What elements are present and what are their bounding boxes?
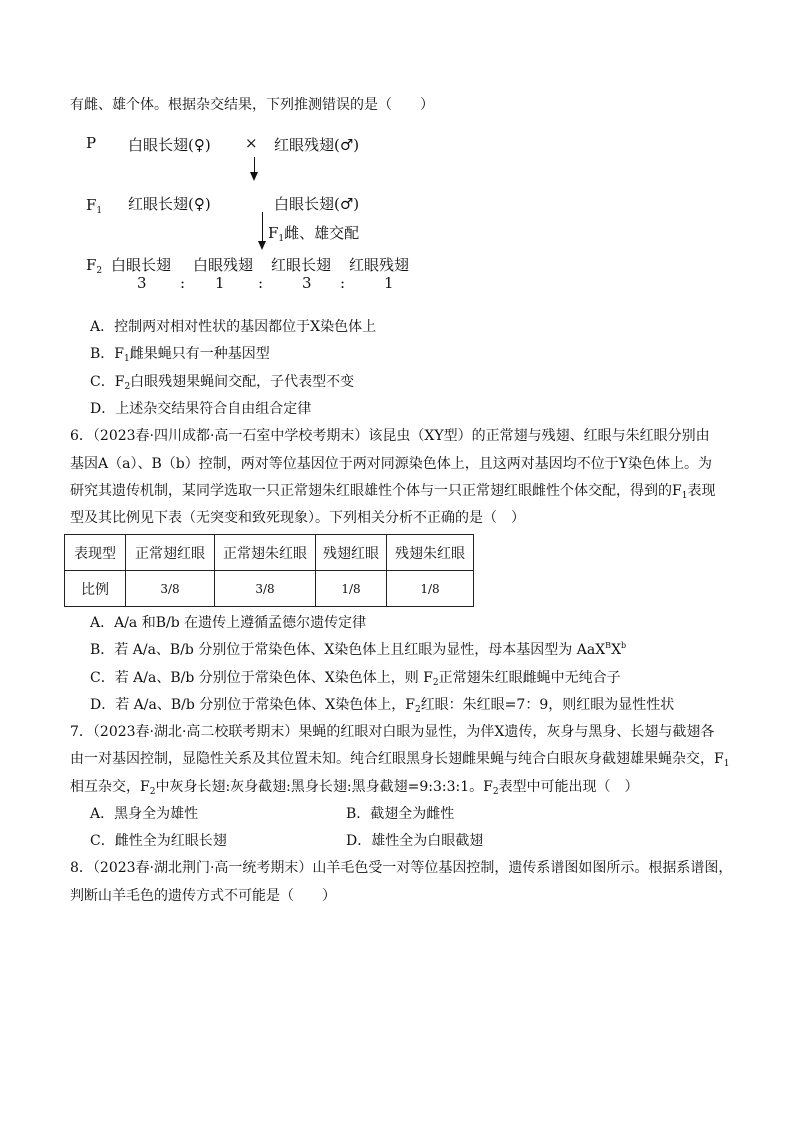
q6-option-b: B．若 A/a、B/b 分别位于常染色体、X染色体上且红眼为显性，母本基因型为 $AaX^BX^b$ — [90, 641, 627, 658]
q6-stem-line: 6．（2023春·四川成都·高一石室中学校考期末）该昆虫（XY型）的正常翅与残翅、红眼与朱红眼分别由 — [70, 428, 710, 444]
p-female-phenotype: 白眼长翅(♀) — [128, 136, 211, 154]
table-cell: 3/8 — [215, 571, 316, 607]
q5-option-c: C．$F_2$白眼残翅果蝇间交配，子代表型不变 — [90, 374, 355, 392]
phenotype-ratio-table — [64, 534, 474, 607]
table-cell: 1/8 — [316, 571, 387, 607]
arrow-f1-to-f2-head — [258, 241, 266, 250]
ratio-value: 3 — [302, 274, 312, 292]
f2-phenotype: 红眼残翅 — [349, 256, 410, 274]
ratio-value: 1 — [384, 274, 394, 292]
q7-stem-line: 相互杂交，$F_2$中灰身长翅:灰身截翅:黑身长翅:黑身截翅=9:3:3:1。$F_2$表型中可能出现（ ） — [70, 779, 639, 797]
table-cell: 1/8 — [387, 571, 474, 607]
q6-option-a: A．A/a 和B/b 在遗传上遵循孟德尔遗传定律 — [90, 615, 367, 631]
q6-stem-line: 型及其比例见下表（无突变和致死现象）。下列相关分析不正确的是（ ） — [70, 510, 525, 526]
q7-option-d: D．雄性全为白眼截翅 — [346, 833, 484, 849]
f1-male-phenotype: 白眼长翅(♂) — [274, 195, 360, 213]
q6-option-c: C．若 A/a、B/b 分别位于常染色体、X染色体上，则 $F_2$正常翅朱红眼雌蝇中无纯合子 — [90, 670, 621, 688]
table-header-cell: 残翅朱红眼 — [387, 535, 474, 571]
p-male-phenotype: 红眼残翅(♂) — [274, 136, 360, 154]
table-header-cell: 表现型 — [65, 535, 126, 571]
ratio-separator: : — [180, 274, 186, 292]
table-row — [65, 571, 474, 607]
f1-generation-label: $F_1$ — [86, 196, 103, 216]
cross-sign: × — [245, 134, 258, 152]
f2-generation-label: $F_2$ — [86, 256, 103, 276]
arrow-f1-to-f2 — [262, 212, 263, 242]
q8-stem-line: 8．（2023春·湖北荆门·高一统考期末）山羊毛色受一对等位基因控制，遗传系谱图如图所示。根据系谱图， — [70, 860, 733, 876]
q7-option-b: B．截翅全为雌性 — [346, 806, 455, 822]
table-cell: 3/8 — [126, 571, 215, 607]
f1-female-phenotype: 红眼长翅(♀) — [128, 195, 211, 213]
f2-phenotype: 白眼长翅 — [111, 256, 172, 274]
q5-option-d: D．上述杂交结果符合自由组合定律 — [90, 401, 312, 417]
q5-option-a: A．控制两对相对性状的基因都位于X染色体上 — [90, 319, 377, 335]
q5-option-b: B．$F_1$雌果蝇只有一种基因型 — [90, 346, 270, 364]
f2-phenotype: 红眼长翅 — [271, 256, 332, 274]
f2-phenotype: 白眼残翅 — [193, 256, 254, 274]
ratio-value: 3 — [137, 274, 147, 292]
q7-option-c: C．雌性全为红眼长翅 — [90, 833, 227, 849]
arrow-p-to-f1 — [254, 157, 255, 173]
q8-stem-line: 判断山羊毛色的遗传方式不可能是（ ） — [70, 888, 336, 904]
arrow-p-to-f1-head — [250, 172, 258, 181]
ratio-separator: : — [258, 274, 264, 292]
table-header-cell: 正常翅朱红眼 — [215, 535, 316, 571]
question-intro: 有雌、雄个体。根据杂交结果，下列推测错误的是（ ） — [70, 97, 434, 113]
q6-option-d: D．若 A/a、B/b 分别位于常染色体、X染色体上，$F_2$红眼：朱红眼=7：9，则红眼为显性性状 — [90, 697, 675, 715]
f1-mating-note: $F_1$雌、雄交配 — [268, 224, 360, 244]
q7-stem-line: 7．（2023春·湖北·高二校联考期末）果蝇的红眼对白眼为显性，为伴X遗传，灰身与黑身、长翅与截翅各 — [70, 724, 715, 740]
table-header-cell: 残翅红眼 — [316, 535, 387, 571]
ratio-separator: : — [340, 274, 346, 292]
q7-stem-line: 由一对基因控制，显隐性关系及其位置未知。纯合红眼黑身长翅雌果蝇与纯合白眼灰身截翅雄果蝇杂交，$F_1$ — [70, 751, 730, 769]
table-header-row — [65, 535, 474, 571]
table-cell: 比例 — [65, 571, 126, 607]
p-generation-label: P — [86, 134, 97, 152]
q7-option-a: A．黑身全为雄性 — [90, 806, 199, 822]
q6-stem-line: 基因A（a）、B（b）控制，两对等位基因位于两对同源染色体上，且这两对基因均不位于Y染色体上。为 — [70, 456, 712, 472]
ratio-value: 1 — [215, 274, 225, 292]
q6-stem-line: 研究其遗传机制，某同学选取一只正常翅朱红眼雄性个体与一只正常翅红眼雌性个体交配，得到的$F_1$表现 — [70, 483, 716, 501]
table-header-cell: 正常翅红眼 — [126, 535, 215, 571]
